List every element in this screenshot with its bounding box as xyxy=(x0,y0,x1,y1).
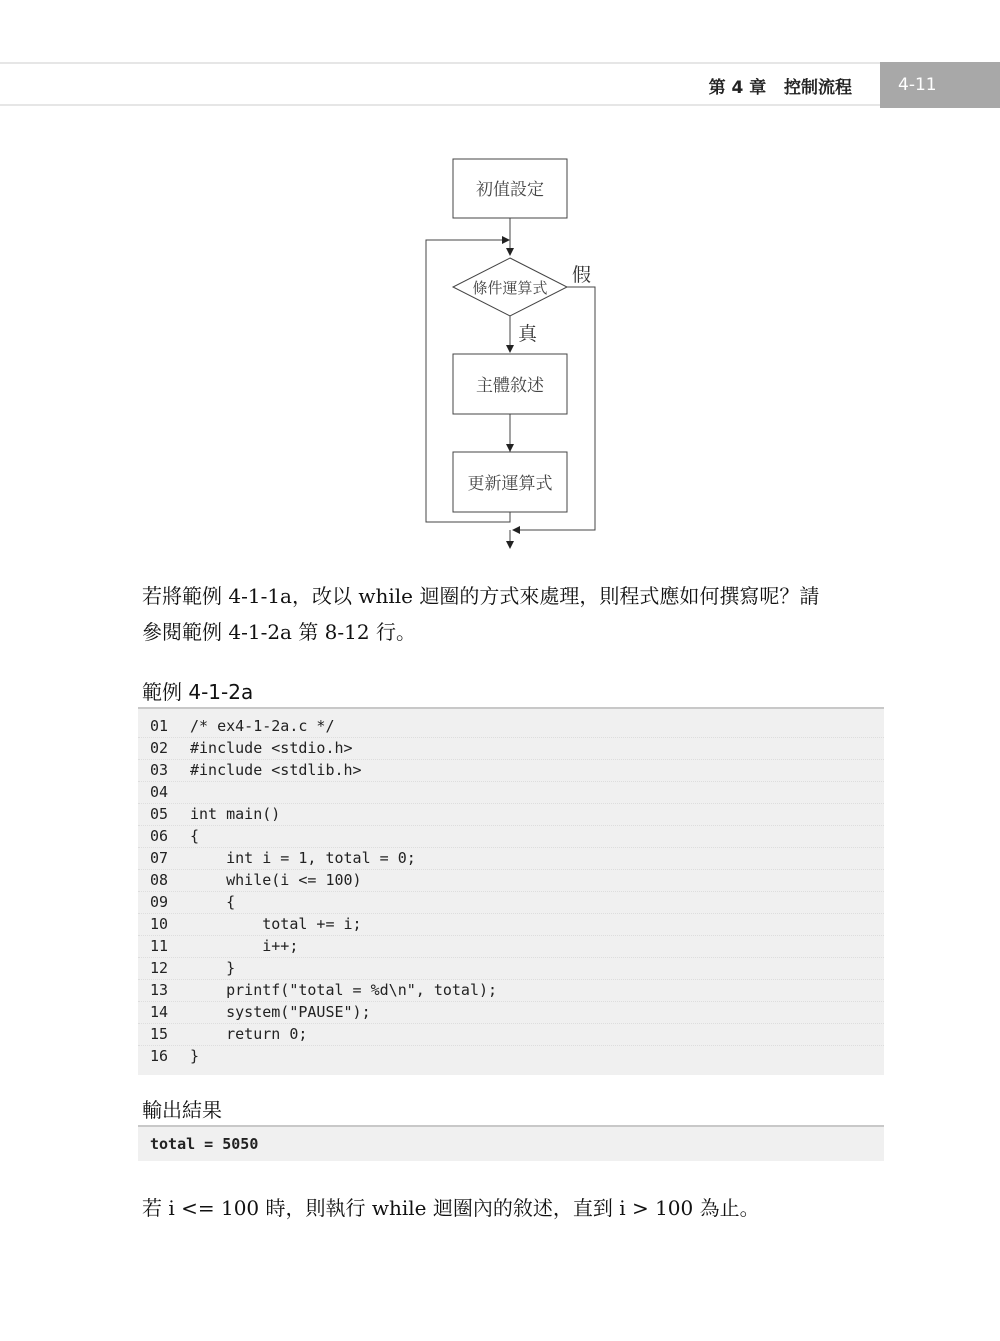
line-number: 01 xyxy=(150,717,169,735)
code-text: } xyxy=(190,1047,200,1065)
output-box xyxy=(138,1125,884,1161)
line-number: 11 xyxy=(150,937,169,955)
true-label: 真 xyxy=(518,323,538,345)
line-number: 03 xyxy=(150,761,169,779)
line-number: 15 xyxy=(150,1025,169,1043)
code-line xyxy=(138,958,884,980)
code-text: return 0; xyxy=(190,1025,308,1043)
code-text: { xyxy=(190,893,236,911)
intro-paragraph xyxy=(142,578,888,650)
output-text: total = 5050 xyxy=(150,1135,259,1153)
code-line xyxy=(138,1046,884,1067)
line-number: 07 xyxy=(150,849,169,867)
line-number: 14 xyxy=(150,1003,169,1021)
code-text: system("PAUSE"); xyxy=(190,1003,371,1021)
code-line xyxy=(138,980,884,1002)
page-number: 4-11 xyxy=(880,62,1000,108)
code-text: /* ex4-1-2a.c */ xyxy=(190,717,335,735)
code-line xyxy=(138,738,884,760)
condition-label: 條件運算式 xyxy=(472,279,548,297)
line-number: 09 xyxy=(150,893,169,911)
code-text: int main() xyxy=(190,805,281,823)
code-text: } xyxy=(190,959,236,977)
closing-paragraph: 若 i <= 100 時，則執行 while 迴圈內的敘述，直到 i > 100 為止。 xyxy=(142,1196,760,1220)
line-number: 02 xyxy=(150,739,169,757)
code-text: printf("total = %d\n", total); xyxy=(190,981,498,999)
code-listing xyxy=(138,707,884,1075)
code-line xyxy=(138,782,884,804)
code-text: { xyxy=(190,827,200,845)
line-number: 05 xyxy=(150,805,169,823)
line-number: 08 xyxy=(150,871,169,889)
code-line xyxy=(138,870,884,892)
code-line xyxy=(138,848,884,870)
code-line xyxy=(138,1024,884,1046)
while-loop-flowchart xyxy=(0,0,1000,560)
code-text: while(i <= 100) xyxy=(190,871,362,889)
body-label: 主體敘述 xyxy=(476,376,544,396)
line-number: 10 xyxy=(150,915,169,933)
code-text: #include <stdio.h> xyxy=(190,739,353,757)
false-label: 假 xyxy=(572,264,592,286)
code-text: total += i; xyxy=(190,915,362,933)
code-line xyxy=(138,892,884,914)
line-number: 12 xyxy=(150,959,169,977)
code-text: i++; xyxy=(190,937,299,955)
code-line xyxy=(138,716,884,738)
chapter-title: 第 4 章 控制流程 xyxy=(708,78,852,98)
line-number: 13 xyxy=(150,981,169,999)
code-line xyxy=(138,760,884,782)
update-label: 更新運算式 xyxy=(467,474,553,494)
intro-line-2: 參閱範例 4-1-2a 第 8-12 行。 xyxy=(142,620,416,644)
code-text: #include <stdlib.h> xyxy=(190,761,362,779)
code-line xyxy=(138,914,884,936)
code-line xyxy=(138,804,884,826)
line-number: 04 xyxy=(150,783,169,801)
code-line xyxy=(138,936,884,958)
line-number: 16 xyxy=(150,1047,169,1065)
line-number: 06 xyxy=(150,827,169,845)
example-title: 範例 4-1-2a xyxy=(142,680,254,704)
intro-line-1: 若將範例 4-1-1a，改以 while 迴圈的方式來處理，則程式應如何撰寫呢？請 xyxy=(142,584,820,608)
code-text: int i = 1, total = 0; xyxy=(190,849,416,867)
init-label: 初值設定 xyxy=(476,180,544,200)
output-title: 輸出結果 xyxy=(142,1098,222,1122)
code-line xyxy=(138,1002,884,1024)
code-line xyxy=(138,826,884,848)
